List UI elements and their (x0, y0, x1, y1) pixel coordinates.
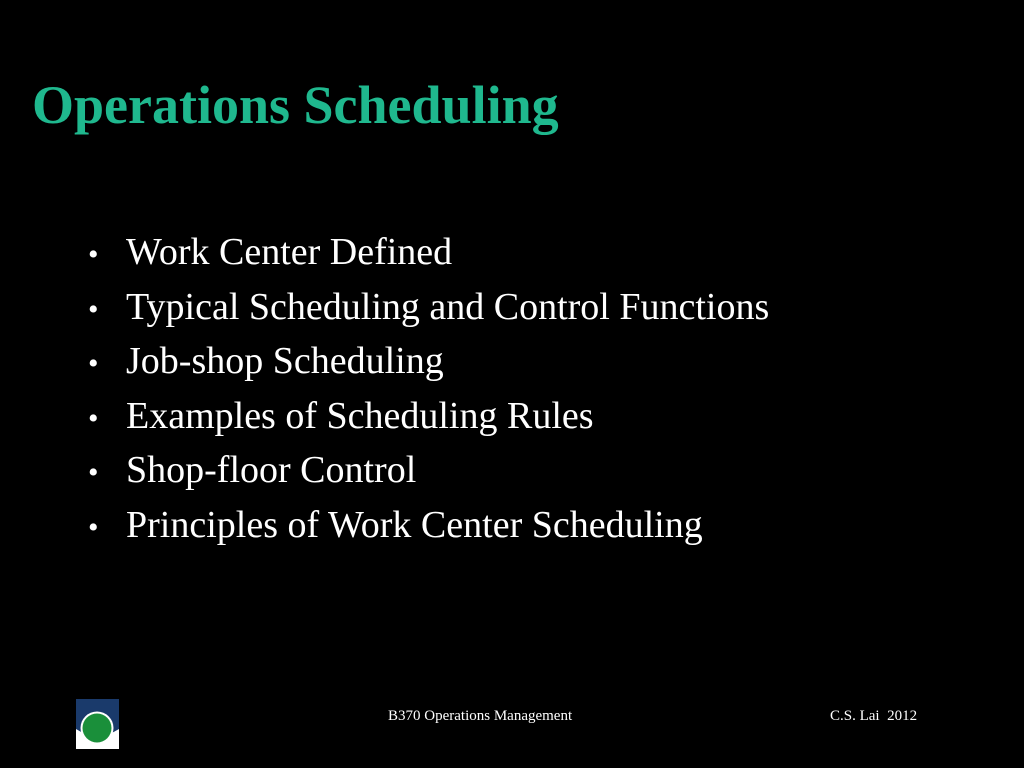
bullet-text: Principles of Work Center Scheduling (126, 503, 703, 546)
bullet-dot: • (88, 401, 99, 435)
bullet-text: Work Center Defined (126, 231, 453, 273)
logo-graphic (76, 699, 119, 749)
list-item (88, 339, 769, 394)
bullet-dot: • (88, 238, 99, 271)
list-item (88, 394, 769, 449)
footer-course-title: B370 Operations Management (388, 708, 573, 724)
footer-author-year: C.S. Lai 2012 (830, 708, 918, 724)
list-item (88, 285, 769, 340)
green-circle-logo-icon (76, 699, 119, 749)
slide-title: Operations Scheduling (32, 75, 559, 135)
bullet-text: Shop-floor Control (126, 449, 417, 491)
bullet-dot: • (88, 292, 99, 326)
bullet-dot: • (88, 456, 99, 489)
bullet-text: Typical Scheduling and Control Functions (126, 285, 770, 328)
bullet-dot: • (88, 347, 99, 380)
bullet-text: Examples of Scheduling Rules (126, 394, 594, 437)
bullet-text: Job-shop Scheduling (126, 340, 444, 382)
list-item (88, 503, 769, 558)
list-item (88, 230, 769, 285)
bullet-list (88, 230, 769, 557)
list-item (88, 448, 769, 503)
bullet-dot: • (88, 510, 99, 544)
